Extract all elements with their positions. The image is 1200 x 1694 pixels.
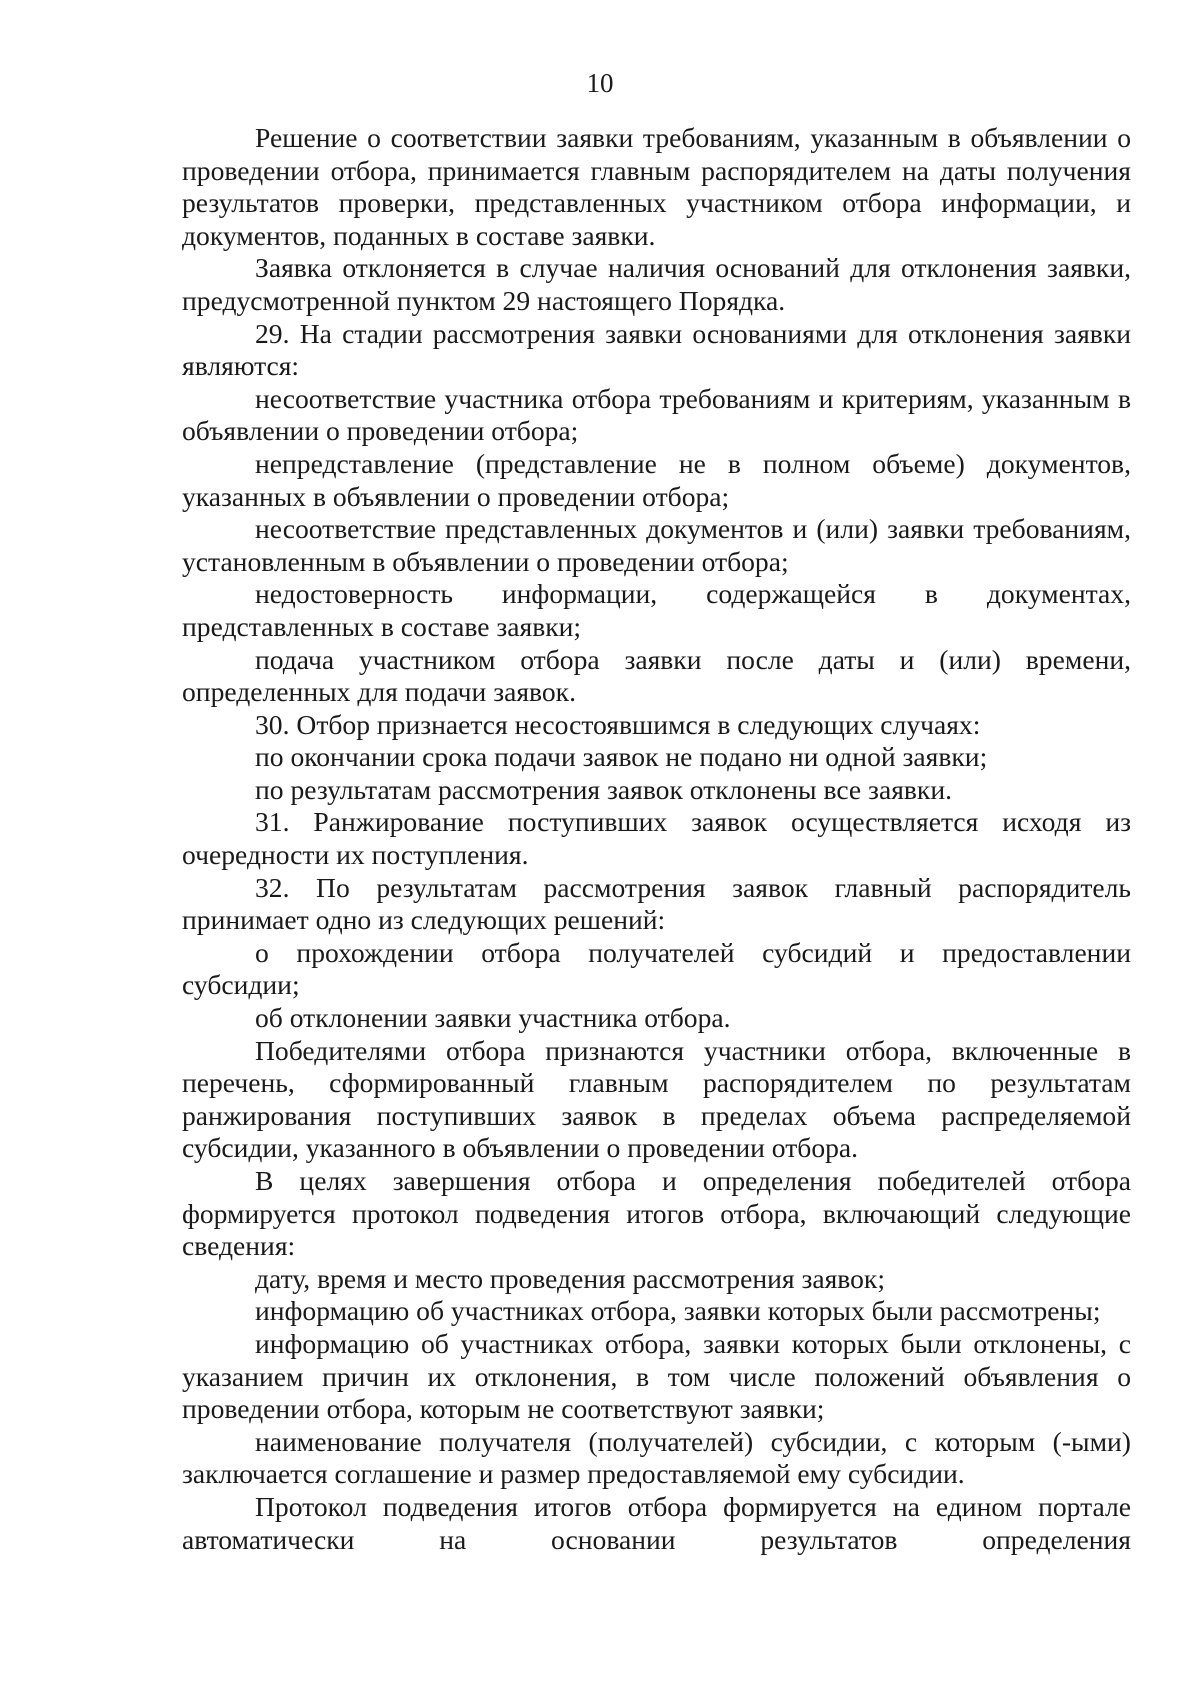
paragraph: 29. На стадии рассмотрения заявки основаниями для отклонения заявки являются:: [182, 317, 1131, 382]
document-body: [182, 122, 1131, 1556]
paragraph: по окончании срока подачи заявок не подано ни одной заявки;: [255, 741, 988, 773]
paragraph: несоответствие представленных документов и (или) заявки требованиям, установленным в объявлении о проведении отбора;: [182, 513, 1131, 577]
paragraph: информацию об участниках отбора, заявки которых были рассмотрены;: [255, 1295, 1101, 1327]
paragraph: подача участником отбора заявки после даты и (или) времени, определенных для подачи заявок.: [182, 643, 1131, 708]
paragraph: информацию об участниках отбора, заявки которых были отклонены, с указанием причин их отклонения, в том числе положений объявления о проведении отбора, которым не соответствуют заявки;: [182, 1327, 1131, 1425]
paragraph: Победителями отбора признаются участники отбора, включенные в перечень, сформированный главным распорядителем по результатам ранжирования поступивших заявок в пределах объема распределяемой субсидии, указанного в объявлении о проведении отбора.: [182, 1034, 1131, 1164]
paragraph: дату, время и место проведения рассмотрения заявок;: [255, 1262, 885, 1294]
paragraph: по результатам рассмотрения заявок отклонены все заявки.: [255, 773, 952, 805]
paragraph: Заявка отклоняется в случае наличия оснований для отклонения заявки, предусмотренной пунктом 29 настоящего Порядка.: [182, 252, 1131, 316]
paragraph: 31. Ранжирование поступивших заявок осуществляется исходя из очередности их поступления.: [182, 806, 1131, 871]
paragraph: недостоверность информации, содержащейся в документах, представленных в составе заявки;: [182, 578, 1131, 642]
paragraph: об отклонении заявки участника отбора.: [255, 1002, 731, 1034]
page-number: 10: [586, 68, 614, 98]
paragraph: 32. По результатам рассмотрения заявок главный распорядитель принимает одно из следующих решений:: [182, 871, 1131, 936]
paragraph: В целях завершения отбора и определения победителей отбора формируется протокол подведения итогов отбора, включающий следующие сведения:: [182, 1165, 1131, 1262]
paragraph: о прохождении отбора получателей субсидий и предоставлении субсидии;: [182, 936, 1131, 1001]
paragraph: наименование получателя (получателей) субсидии, с которым (-ыми) заключается соглашение и размер предоставляемой ему субсидии.: [182, 1425, 1131, 1490]
paragraph: непредставление (представление не в полном объеме) документов, указанных в объявлении о проведении отбора;: [182, 447, 1131, 512]
paragraph: Протокол подведения итогов отбора формируется на едином портале автоматически на основании результатов определения: [182, 1490, 1131, 1555]
paragraph: несоответствие участника отбора требованиям и критериям, указанным в объявлении о проведении отбора;: [182, 382, 1131, 447]
paragraph: Решение о соответствии заявки требованиям, указанным в объявлении о проведении отбора, принимается главным распорядителем на даты получения результатов проверки, представленных участником отбора информации, и документов, поданных в составе заявки.: [182, 122, 1131, 251]
paragraph: 30. Отбор признается несостоявшимся в следующих случаях:: [255, 708, 981, 740]
